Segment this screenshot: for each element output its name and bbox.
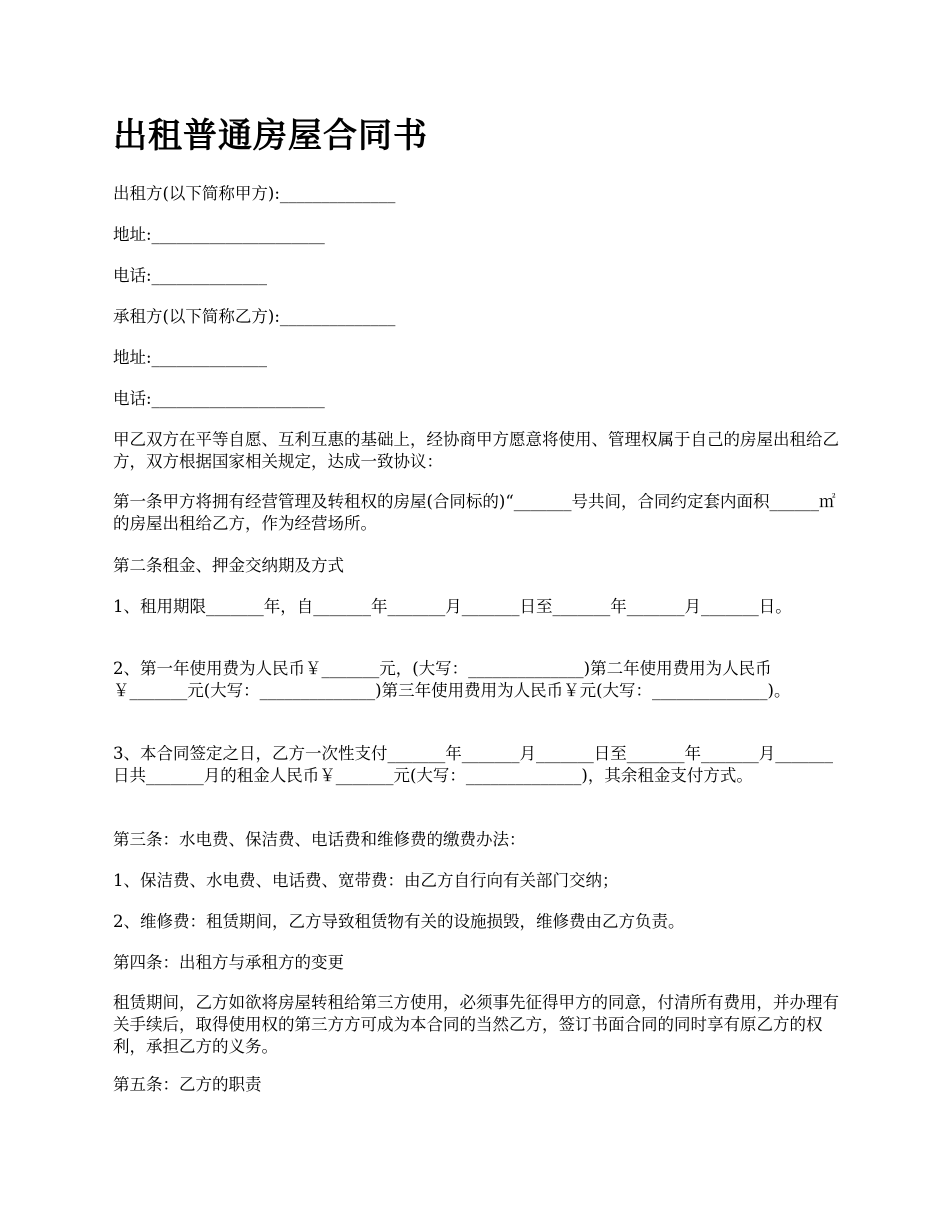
- article-3-heading: 第三条：水电费、保洁费、电话费和维修费的缴费办法：: [113, 830, 526, 849]
- article-1-paragraph: 第一条甲方将拥有经营管理及转租权的房屋(合同标的)“_______号共间，合同约定套内面积______㎡的房屋出租给乙方，作为经营场所。: [113, 492, 836, 533]
- article-4-heading: 第四条：出租方与承租方的变更: [113, 953, 344, 972]
- lessee-address-line: 地址:______________: [113, 348, 268, 367]
- article-5-heading: 第五条：乙方的职责: [113, 1075, 262, 1094]
- lessor-name-line: 出租方(以下简称甲方):______________: [113, 184, 396, 203]
- lessee-phone-line: 电话:_____________________: [113, 389, 325, 408]
- lessee-name-line: 承租方(以下简称乙方):______________: [113, 307, 396, 326]
- article-3-item-2: 2、维修费：租赁期间，乙方导致租赁物有关的设施损毁，维修费由乙方负责。: [113, 912, 685, 931]
- article-2-item-2: 2、第一年使用费为人民币￥_______元，(大写：______________)第二年使用费用为人民币￥_______元(大写：______________)第三年使用费用为人民币￥元(大写：______________)。: [113, 659, 791, 700]
- article-2-heading: 第二条租金、押金交纳期及方式: [113, 556, 344, 575]
- article-2-item-1: 1、租用期限_______年，自_______年_______月_______日至_______年_______月_______日。: [113, 597, 792, 616]
- article-4-paragraph: 租赁期间，乙方如欲将房屋转租给第三方使用，必须事先征得甲方的同意，付清所有费用，并办理有关手续后，取得使用权的第三方方可成为本合同的当然乙方，签订书面合同的同时享有原乙方的权利，承担乙方的义务。: [113, 993, 839, 1056]
- lessor-address-line: 地址:_____________________: [113, 225, 325, 244]
- article-3-item-1: 1、保洁费、水电费、电话费、宽带费：由乙方自行向有关部门交纳；: [113, 871, 619, 890]
- preamble-paragraph: 甲乙双方在平等自愿、互利互惠的基础上，经协商甲方愿意将使用、管理权属于自己的房屋出租给乙方，双方根据国家相关规定，达成一致协议：: [113, 430, 839, 471]
- document-title: 出租普通房屋合同书: [113, 116, 428, 156]
- article-2-item-3: 3、本合同签定之日，乙方一次性支付_______年_______月_______日至_______年_______月_______日共_______月的租金人民币￥_______元(大写：______________)，其余租金支付方式。: [113, 744, 833, 785]
- lessor-phone-line: 电话:______________: [113, 266, 268, 285]
